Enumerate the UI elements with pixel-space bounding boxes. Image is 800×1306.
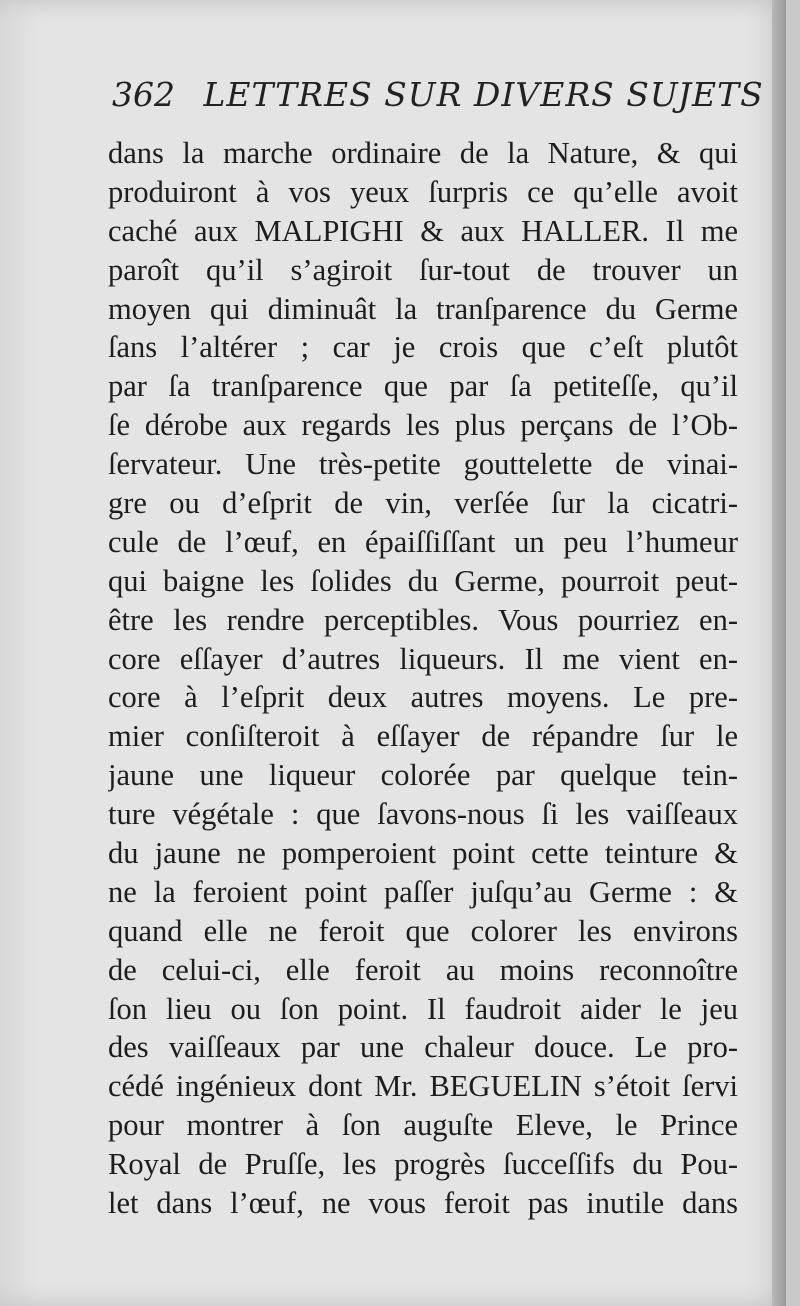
text-line: ſervateur. Une très-petite gouttelette de vinai-	[108, 447, 738, 482]
text-line: ſe dérobe aux regards les plus perçans de l’Ob-	[108, 408, 738, 443]
text-line: des vaiſſeaux par une chaleur douce. Le pro-	[108, 1030, 738, 1065]
text-line: Royal de Pruſſe, les progrès ſucceſſifs du Pou-	[108, 1147, 738, 1182]
text-line: qui baigne les ſolides du Germe, pourroit peut-	[108, 563, 738, 598]
text-line: pour montrer à ſon auguſte Eleve, le Prince	[108, 1108, 738, 1143]
text-line: let dans l’œuf, ne vous feroit pas inutile dans	[108, 1186, 738, 1221]
running-head	[112, 72, 764, 118]
text-line: produiront à vos yeux ſurpris ce qu’elle avoit	[108, 174, 738, 209]
text-line: dans la marche ordinaire de la Nature, & qui	[108, 136, 738, 170]
text-line: mier conſiſteroit à eſſayer de répandre ſur le	[108, 719, 738, 754]
text-line: caché aux MALPIGHI & aux HALLER. Il me	[108, 213, 738, 248]
text-line: ſans l’altérer ; car je crois que c’eſt plutôt	[108, 330, 738, 365]
page-number: 362	[112, 75, 175, 114]
text-line: jaune une liqueur colorée par quelque tein-	[108, 758, 738, 793]
text-line: gre ou d’eſprit de vin, verſée ſur la cicatri-	[108, 486, 738, 521]
text-line: ture végétale : que ſavons-nous ſi les vaiſſeaux	[108, 797, 738, 832]
text-line: être les rendre perceptibles. Vous pourriez en-	[108, 602, 738, 637]
text-line: quand elle ne feroit que colorer les environs	[108, 913, 738, 948]
text-line: ne la feroient point paſſer juſqu’au Germe : &	[108, 874, 738, 909]
text-line: core à l’eſprit deux autres moyens. Le pre-	[108, 680, 738, 715]
text-line: cule de l’œuf, en épaiſſiſſant un peu l’humeur	[108, 524, 738, 559]
text-line: par ſa tranſparence que par ſa petiteſſe, qu’il	[108, 369, 738, 404]
body-text	[108, 134, 738, 1223]
text-line: paroît qu’il s’agiroit ſur-tout de trouver un	[108, 252, 738, 287]
page-edge	[772, 0, 786, 1306]
text-line: core eſſayer d’autres liqueurs. Il me vient en-	[108, 641, 738, 676]
text-line: du jaune ne pomperoient point cette teinture &	[108, 836, 738, 871]
text-line: cédé ingénieux dont Mr. BEGUELIN s’étoit ſervi	[108, 1069, 738, 1104]
text-line: ſon lieu ou ſon point. Il faudroit aider le jeu	[108, 991, 738, 1026]
text-line: de celui-ci, elle feroit au moins reconnoître	[108, 952, 738, 987]
running-title: LETTRES SUR DIVERS SUJETS	[203, 75, 764, 114]
text-line: moyen qui diminuât la tranſparence du Germe	[108, 291, 738, 326]
